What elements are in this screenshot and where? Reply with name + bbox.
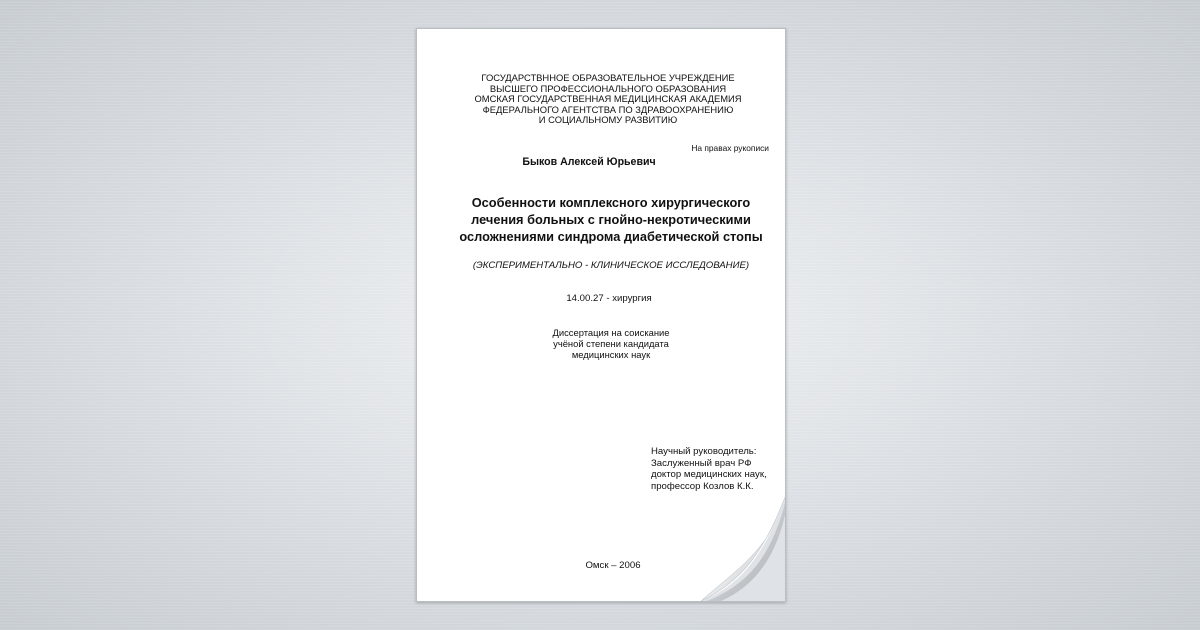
- organization-header: [431, 73, 785, 126]
- organization-line: И СОЦИАЛЬНОМУ РАЗВИТИЮ: [538, 114, 678, 126]
- supervisor-line: Научный руководитель:: [651, 446, 757, 457]
- organization-line: ОМСКАЯ ГОСУДАРСТВЕННАЯ МЕДИЦИНСКАЯ АКАДЕМИЯ: [474, 93, 742, 105]
- supervisor-block: [651, 446, 767, 492]
- title-line: лечения больных с гнойно-некротическими: [471, 212, 751, 227]
- degree-statement: [427, 327, 786, 360]
- dissertation-title: [427, 194, 786, 245]
- city-year: Омск – 2006: [585, 560, 641, 571]
- author-name: Быков Алексей Юрьевич: [522, 156, 656, 168]
- supervisor-line: доктор медицинских наук,: [651, 469, 767, 481]
- organization-line: ВЫСШЕГО ПРОФЕССИОНАЛЬНОГО ОБРАЗОВАНИЯ: [489, 82, 727, 94]
- rights-note: На правах рукописи: [691, 143, 769, 153]
- supervisor-line: Заслуженный врач РФ: [651, 457, 752, 469]
- title-line: Особенности комплексного хирургического: [471, 195, 751, 210]
- organization-line: ГОСУДАРСТВННОЕ ОБРАЗОВАТЕЛЬНОЕ УЧРЕЖДЕНИЕ: [481, 72, 735, 83]
- degree-line: учёной степени кандидата: [553, 338, 669, 349]
- specialty-code: 14.00.27 - хирургия: [566, 293, 652, 304]
- supervisor-line: профессор Козлов К.К.: [651, 480, 754, 492]
- study-type: (ЭКСПЕРИМЕНТАЛЬНО - КЛИНИЧЕСКОЕ ИССЛЕДОВАНИЕ): [472, 260, 750, 271]
- page-curl-icon: [701, 497, 785, 601]
- title-line: осложнениями синдрома диабетической стопы: [459, 229, 763, 244]
- degree-line: медицинских наук: [571, 349, 651, 360]
- document-page: [416, 28, 786, 602]
- degree-line: Диссертация на соискание: [552, 327, 670, 338]
- organization-line: ФЕДЕРАЛЬНОГО АГЕНТСТВА ПО ЗДРАВООХРАНЕНИЮ: [482, 103, 734, 115]
